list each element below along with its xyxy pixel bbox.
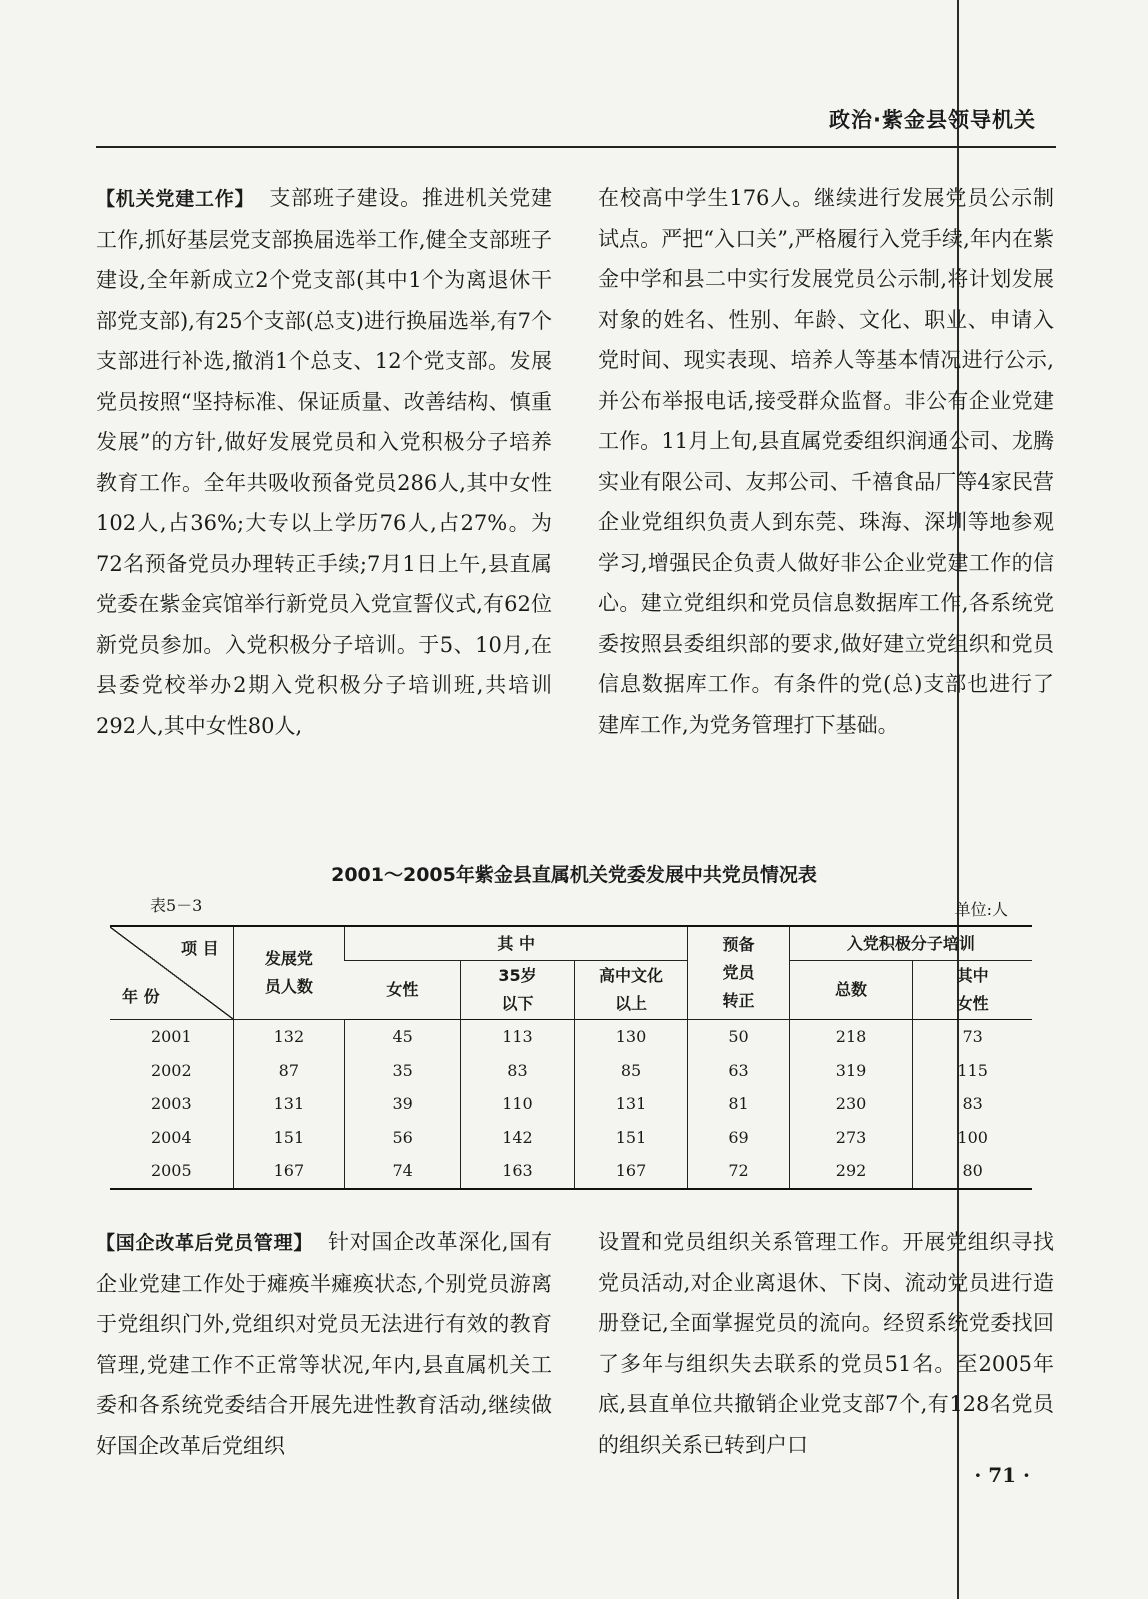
develop-cell: 131 [233,1087,345,1121]
female-cell: 74 [345,1154,461,1189]
highschool-cell: 167 [574,1154,688,1189]
training-total-cell: 218 [789,1020,913,1054]
table-row [110,1121,1032,1155]
section2-title: 【国企改革后党员管理】 [96,1232,314,1254]
develop-cell: 151 [233,1121,345,1155]
training-female-cell: 115 [913,1054,1032,1088]
corner-year-label: 年 份 [122,987,160,1006]
training-female-cell: 100 [913,1121,1032,1155]
header-under35: 35岁以下 [461,961,575,1020]
female-cell: 35 [345,1054,461,1088]
header-rule [96,146,1056,148]
highschool-cell: 85 [574,1054,688,1088]
female-cell: 45 [345,1020,461,1054]
highschool-cell: 130 [574,1020,688,1054]
page-number: · 71 · [974,1463,1030,1487]
table-row [110,1087,1032,1121]
table-title: 2001～2005年紫金县直属机关党委发展中共党员情况表 [331,864,817,886]
probation-cell: 69 [688,1121,789,1155]
party-member-table [110,925,1032,1190]
header-training: 入党积极分子培训 [789,926,1032,961]
probation-cell: 72 [688,1154,789,1189]
training-total-cell: 319 [789,1054,913,1088]
section1-left-text: 支部班子建设。推进机关党建工作,抓好基层党支部换届选举工作,健全支部班子建设,全年新成立2个党支部(其中1个为离退休干部党支部),有25个支部(总支)进行换届选举,有7个支部进行补选,撤消1个总支、12个党支部。发展党员按照“坚持标准、保证质量、改善结构、慎重发展”的方针,做好发展党员和入党积极分子培养教育工作。全年共吸收预备党员286人,其中女性102人,占36%;大专以上学历76人,占27%。为72名预备党员办理转正手续;7月1日上午,县直属党委在紫金宾馆举行新党员入党宣誓仪式,有62位新党员参加。入党积极分子培训。于5、10月,在县委党校举办2期入党积极分子培训班,共培训292人,其中女性80人, [96,186,553,738]
year-cell: 2003 [150,1094,192,1114]
training-female-cell: 73 [913,1020,1032,1054]
training-female-cell: 80 [913,1154,1032,1189]
corner-item-label: 项 目 [181,939,219,958]
female-cell: 39 [345,1087,461,1121]
highschool-cell: 131 [574,1087,688,1121]
training-female-cell: 83 [913,1087,1032,1121]
training-total-cell: 292 [789,1154,913,1189]
year-cell: 2004 [150,1127,192,1147]
table-row [110,1054,1032,1088]
develop-cell: 132 [233,1020,345,1054]
header-develop: 发展党员人数 [233,926,345,1020]
under35-cell: 163 [461,1154,575,1189]
section1-right-column [598,178,1054,745]
running-header: 政治·紫金县领导机关 [829,108,1036,132]
header-among: 其 中 [345,926,688,961]
training-total-cell: 273 [789,1121,913,1155]
under35-cell: 113 [461,1020,575,1054]
section2-left-text: 针对国企改革深化,国有企业党建工作处于瘫痪半瘫痪状态,个别党员游离于党组织门外,党组织对党员无法进行有效的教育管理,党建工作不正常等状况,年内,县直属机关工委和各系统党委结合开展先进性教育活动,继续做好国企改革后党组织 [96,1230,552,1458]
corner-header-cell [110,926,233,1020]
header-training-total: 总数 [789,961,913,1020]
under35-cell: 83 [461,1054,575,1088]
section2-left-column [96,1222,552,1466]
probation-cell: 63 [688,1054,789,1088]
probation-cell: 50 [688,1020,789,1054]
develop-cell: 87 [233,1054,345,1088]
section1-title: 【机关党建工作】 [96,188,255,210]
header-highschool: 高中文化以上 [574,961,688,1020]
under35-cell: 142 [461,1121,575,1155]
section2-right-text: 设置和党员组织关系管理工作。开展党组织寻找党员活动,对企业离退休、下岗、流动党员进行造册登记,全面掌握党员的流向。经贸系统党委找回了多年与组织失去联系的党员51名。至2005年底,县直单位共撤销企业党支部7个,有128名党员的组织关系已转到户口 [598,1230,1054,1457]
training-total-cell: 230 [789,1087,913,1121]
year-cell: 2002 [150,1060,192,1080]
table-unit: 单位:人 [954,900,1008,919]
year-cell: 2005 [150,1161,192,1181]
section1-right-text: 在校高中学生176人。继续进行发展党员公示制试点。严把“入口关”,严格履行入党手续,年内在紫金中学和县二中实行发展党员公示制,将计划发展对象的姓名、性别、年龄、文化、职业、申请入党时间、现实表现、培养人等基本情况进行公示,并公布举报电话,接受群众监督。非公有企业党建工作。11月上旬,县直属党委组织润通公司、龙腾实业有限公司、友邦公司、千禧食品厂等4家民营企业党组织负责人到东莞、珠海、深圳等地参观学习,增强民企负责人做好非公企业党建工作的信心。建立党组织和党员信息数据库工作,各系统党委按照县委组织部的要求,做好建立党组织和党员信息数据库工作。有条件的党(总)支部也进行了建库工作,为党务管理打下基础。 [598,186,1054,737]
header-training-female: 其中女性 [913,961,1032,1020]
highschool-cell: 151 [574,1121,688,1155]
table-row [110,1020,1032,1054]
under35-cell: 110 [461,1087,575,1121]
table-row [110,1154,1032,1189]
female-cell: 56 [345,1121,461,1155]
section2-right-column [598,1222,1054,1465]
develop-cell: 167 [233,1154,345,1189]
year-cell: 2001 [150,1027,192,1047]
header-female: 女性 [386,980,419,999]
header-probation: 预备党员转正 [688,926,789,1020]
probation-cell: 81 [688,1087,789,1121]
section1-left-column [96,178,552,746]
table-number: 表5－3 [150,896,203,915]
